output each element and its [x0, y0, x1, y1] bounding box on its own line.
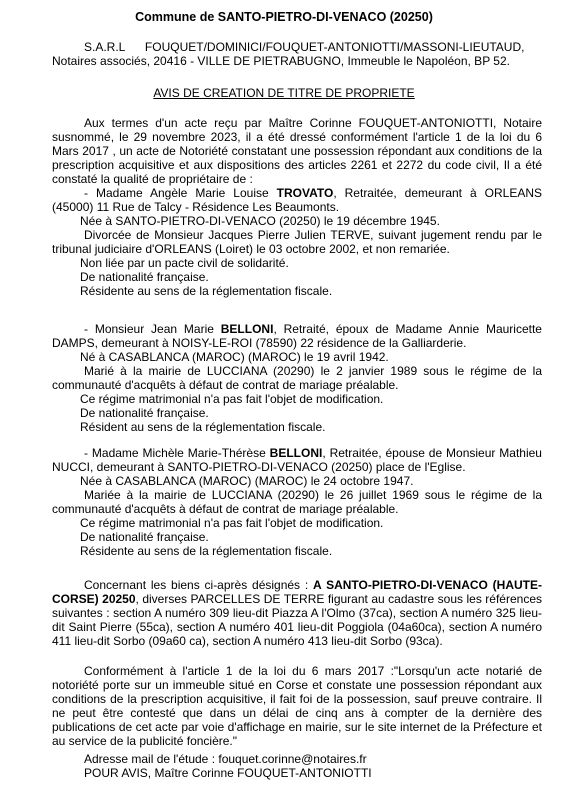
owner-1-suffix: , Retraitée, demeurant à ORLEANS (45000) 11 Rue de Talcy - Résidence Les Beaumonts.	[52, 186, 542, 214]
notary-office-line1: S.A.R.L FOUQUET/DOMINICI/FOUQUET-ANTONIOTTI/MASSONI-LIEUTAUD,	[84, 40, 525, 54]
property-parcels: , diverses PARCELLES DE TERRE figurant au cadastre sous les références suivantes : section A numéro 309 lieu-dit Piazza A l'Olmo (37ca), section A numéro 325 lieu-dit Saint Pierre (55ca), section A numéro 401 lieu-dit Poggiola (04a60ca), section A numéro 411 lieu-dit Sorbo (09a60 ca), section A numéro 413 lieu-dit Sorbo (93ca).	[52, 592, 542, 648]
owner-3-nationality: De nationalité française.	[80, 530, 209, 544]
notary-office-block	[52, 40, 542, 68]
owner-1-birth: Née à SANTO-PIETRO-DI-VENACO (20250) le 19 décembre 1945.	[80, 214, 440, 228]
owner-2-residence: Résident au sens de la réglementation fiscale.	[80, 420, 326, 434]
owner-2-suffix: , Retraité, époux de Madame Annie Mauricette DAMPS, demeurant à NOISY-LE-ROI (78590) 22 résidence de la Galliarderie.	[52, 322, 542, 350]
notary-office-line2: Notaires associés, 20416 - VILLE DE PIETRABUGNO, Immeuble le Napoléon, BP 52.	[52, 54, 510, 68]
footer-block	[52, 752, 542, 780]
owner-1-surname: TROVATO	[276, 186, 334, 200]
page-title: Commune de SANTO-PIETRO-DI-VENACO (20250)	[135, 10, 433, 24]
owner-2-identity	[52, 322, 542, 350]
owner-block-1	[52, 186, 542, 298]
owner-block-2	[52, 322, 542, 434]
owner-2-surname: BELLONI	[220, 322, 274, 336]
owner-3-birth: Née à CASABLANCA (MAROC) (MAROC) le 24 octobre 1947.	[80, 474, 414, 488]
law-paragraph	[52, 664, 542, 748]
intro-text: Aux termes d'un acte reçu par Maître Corinne FOUQUET-ANTONIOTTI, Notaire susnommé, le 29 novembre 2023, il a été dressé conformément l'article 1 de la loi du 6 Mars 2017 , un acte de Notoriété constatant une possession répondant aux conditions de la prescription acquisitive et aux dispositions des articles 2261 et 2272 du code civil, Il a été constaté la qualité de propriétaire de :	[52, 116, 542, 186]
owner-1-nationality: De nationalité française.	[80, 270, 209, 284]
owner-3-suffix: , Retraitée, épouse de Monsieur Mathieu NUCCI, demeurant à SANTO-PIETRO-DI-VENACO (20250) place de l'Eglise.	[52, 446, 542, 474]
owner-2-regime: Ce régime matrimonial n'a pas fait l'objet de modification.	[80, 392, 384, 406]
owner-1-prefix: - Madame Angèle Marie Louise	[84, 186, 277, 200]
owner-3-residence: Résidente au sens de la réglementation fiscale.	[80, 544, 333, 558]
property-location: A SANTO-PIETRO-DI-VENACO (HAUTE-CORSE) 20250	[52, 578, 542, 606]
owner-2-prefix: - Monsieur Jean Marie	[84, 322, 221, 336]
owner-1-pacs: Non liée par un pacte civil de solidarité.	[80, 256, 289, 270]
owner-3-marriage: Mariée à la mairie de LUCCIANA (20290) le 26 juillet 1969 sous le régime de la communauté d'acquêts à défaut de contrat de mariage préalable.	[52, 488, 542, 516]
owner-3-regime: Ce régime matrimonial n'a pas fait l'objet de modification.	[80, 516, 384, 530]
office-email: Adresse mail de l'étude : fouquet.corinne@notaires.fr	[84, 752, 367, 766]
notice-heading: AVIS DE CREATION DE TITRE DE PROPRIETE	[153, 86, 415, 100]
owner-2-birth: Né à CASABLANCA (MAROC) (MAROC) le 19 avril 1942.	[80, 350, 389, 364]
law-text: Conformément à l'article 1 de la loi du 6 mars 2017 :"Lorsqu'un acte notarié de notoriété porte sur un immeuble situé en Corse et constate une possession répondant aux conditions de la prescription acquisitive, il fait foi de la possession, sauf preuve contraire. Il ne peut être contesté que dans un délai de cinq ans à compter de la dernière des publications de cet acte par voie d'affichage en mairie, sur le site internet de la Préfecture et au service de la publicité foncière."	[52, 664, 542, 748]
property-text	[52, 578, 542, 648]
owner-3-prefix: - Madame Michèle Marie-Thérèse	[84, 446, 270, 460]
owner-1-identity	[52, 186, 542, 214]
owner-1-divorce: Divorcée de Monsieur Jacques Pierre Julien TERVE, suivant jugement rendu par le tribunal judiciaire d'ORLEANS (Loiret) le 03 octobre 2002, et non remariée.	[52, 228, 542, 256]
intro-paragraph	[52, 116, 542, 186]
notice-signature: POUR AVIS, Maître Corinne FOUQUET-ANTONIOTTI	[84, 766, 372, 780]
owner-2-marriage: Marié à la mairie de LUCCIANA (20290) le 2 janvier 1989 sous le régime de la communauté d'acquêts à défaut de contrat de mariage préalable.	[52, 364, 542, 392]
property-prefix: Concernant les biens ci-après désignés :	[84, 578, 314, 592]
owner-block-3	[52, 446, 542, 558]
owner-2-nationality: De nationalité française.	[80, 406, 209, 420]
owner-3-surname: BELLONI	[269, 446, 323, 460]
property-paragraph	[52, 578, 542, 648]
owner-3-identity	[52, 446, 542, 474]
owner-1-residence: Résidente au sens de la réglementation fiscale.	[80, 284, 333, 298]
